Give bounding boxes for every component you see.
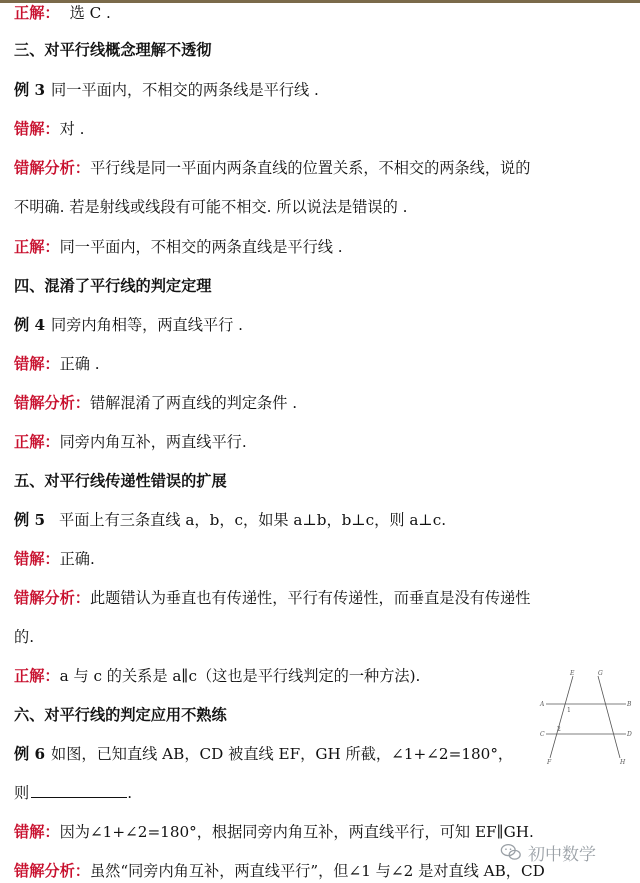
- correct-text: 同一平面内，不相交的两条直线是平行线 .: [59, 238, 343, 256]
- answer-blank: [31, 783, 127, 798]
- wechat-icon: [500, 841, 522, 863]
- label-b: B: [627, 701, 632, 708]
- example-3-label: 例 3: [14, 81, 46, 99]
- label-f: F: [547, 759, 552, 766]
- label-a: A: [540, 701, 545, 708]
- angle-1-label: 1: [567, 707, 571, 714]
- example-4-correct: [14, 431, 632, 453]
- analysis-text: 此题错认为垂直也有传递性，平行有传递性，而垂直是没有传递性: [89, 589, 531, 607]
- analysis-text: 虽然“同旁内角互补，两直线平行”，但∠1 与∠2 是对直线 AB，CD: [89, 862, 545, 880]
- correct-text: a 与 c 的关系是 a∥c（这也是平行线判定的一种方法).: [59, 667, 421, 685]
- example-6-text: 如图，已知直线 AB，CD 被直线 EF，GH 所截，∠1+∠2=180°，: [51, 745, 514, 763]
- wrong-label: 错解：: [14, 823, 60, 841]
- example-3-analysis: [14, 157, 632, 179]
- analysis-label: 错解分析：: [14, 394, 90, 412]
- example-4-wrong: [14, 353, 632, 375]
- wrong-label: 错解：: [14, 120, 60, 138]
- example-4-text: 同旁内角相等，两直线平行 .: [51, 316, 243, 334]
- line-ef: [550, 676, 573, 758]
- analysis-label: 错解分析：: [14, 862, 90, 880]
- section-4-heading: 四、混淆了平行线的判定定理: [14, 277, 212, 295]
- line-answer-prev: [14, 2, 632, 24]
- example-5-label: 例 5: [14, 511, 46, 529]
- wrong-text: 正确 .: [59, 355, 100, 373]
- wrong-text: 对 .: [59, 120, 85, 138]
- label-d: D: [627, 731, 632, 738]
- correct-label: 正解：: [14, 667, 60, 685]
- example-4-analysis: [14, 392, 632, 414]
- angle-2-label: 2: [557, 726, 561, 733]
- analysis-label: 错解分析：: [14, 159, 90, 177]
- correct-label: 正解：: [14, 4, 60, 22]
- example-3-analysis-cont: 不明确. 若是射线或线段有可能不相交. 所以说法是错误的 .: [14, 198, 408, 216]
- example-5-analysis: [14, 587, 632, 609]
- parallel-lines-figure: [538, 666, 634, 766]
- wrong-text: 因为∠1+∠2=180°，根据同旁内角互补，两直线平行，可知 EF∥GH.: [59, 823, 534, 841]
- watermark: [500, 838, 636, 866]
- wrong-label: 错解：: [14, 355, 60, 373]
- section-5-heading: 五、对平行线传递性错误的扩展: [14, 472, 227, 490]
- answer-text: 选 C .: [69, 4, 111, 22]
- analysis-label: 错解分析：: [14, 589, 90, 607]
- section-3-heading: 三、对平行线概念理解不透彻: [14, 41, 212, 59]
- example-6-blank-line: [14, 782, 632, 804]
- example-5-text: 平面上有三条直线 a，b，c，如果 a⊥b，b⊥c，则 a⊥c.: [59, 511, 447, 529]
- example-4-label: 例 4: [14, 316, 46, 334]
- then-end: .: [127, 784, 133, 802]
- example-3-wrong: [14, 118, 632, 140]
- example-4: [14, 314, 632, 336]
- example-5-analysis-cont: 的.: [14, 628, 35, 646]
- then-text: 则: [14, 784, 30, 802]
- correct-text: 同旁内角互补，两直线平行.: [59, 433, 247, 451]
- label-c: C: [540, 731, 545, 738]
- label-g: G: [598, 670, 603, 677]
- example-6-label: 例 6: [14, 745, 46, 763]
- section-6-heading: 六、对平行线的判定应用不熟练: [14, 706, 227, 724]
- wrong-label: 错解：: [14, 550, 60, 568]
- wrong-text: 正确.: [59, 550, 95, 568]
- watermark-text: 初中数学: [528, 844, 596, 865]
- correct-label: 正解：: [14, 238, 60, 256]
- example-3: [14, 79, 632, 101]
- example-5-wrong: [14, 548, 632, 570]
- correct-label: 正解：: [14, 433, 60, 451]
- label-e: E: [570, 670, 575, 677]
- example-3-text: 同一平面内，不相交的两条线是平行线 .: [51, 81, 319, 99]
- example-3-correct: [14, 236, 632, 258]
- analysis-text: 平行线是同一平面内两条直线的位置关系，不相交的两条线，说的: [89, 159, 531, 177]
- example-5: [14, 509, 632, 531]
- analysis-text: 错解混淆了两直线的判定条件 .: [89, 394, 298, 412]
- line-gh: [598, 676, 620, 758]
- label-h: H: [620, 759, 626, 766]
